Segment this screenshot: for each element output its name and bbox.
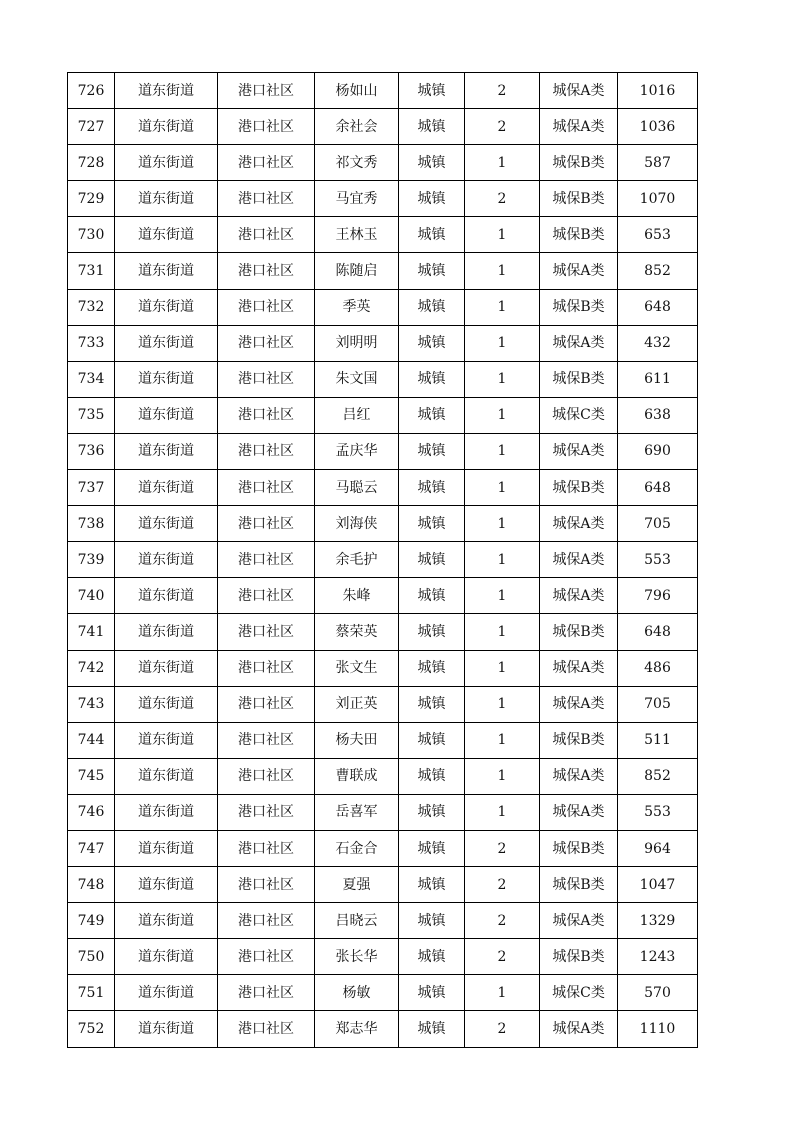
table-row (68, 939, 698, 975)
community-cell: 港口社区 (218, 614, 315, 650)
security-category-cell: 城保A类 (540, 758, 618, 794)
residence-type-cell: 城镇 (399, 542, 465, 578)
community-cell: 港口社区 (218, 686, 315, 722)
name-cell: 蔡荣英 (315, 614, 399, 650)
household-count-cell: 1 (465, 794, 540, 830)
residence-type-cell: 城镇 (399, 939, 465, 975)
street-cell: 道东街道 (115, 470, 218, 506)
residence-type-cell: 城镇 (399, 73, 465, 109)
security-category-cell: 城保B类 (540, 830, 618, 866)
household-count-cell: 1 (465, 361, 540, 397)
street-cell: 道东街道 (115, 397, 218, 433)
serial-number-cell: 726 (68, 73, 115, 109)
serial-number-cell: 728 (68, 145, 115, 181)
community-cell: 港口社区 (218, 181, 315, 217)
street-cell: 道东街道 (115, 361, 218, 397)
serial-number-cell: 727 (68, 109, 115, 145)
amount-cell: 705 (618, 506, 698, 542)
name-cell: 张长华 (315, 939, 399, 975)
table-row (68, 758, 698, 794)
street-cell: 道东街道 (115, 433, 218, 469)
amount-cell: 486 (618, 650, 698, 686)
residence-type-cell: 城镇 (399, 433, 465, 469)
street-cell: 道东街道 (115, 939, 218, 975)
street-cell: 道东街道 (115, 181, 218, 217)
community-cell: 港口社区 (218, 289, 315, 325)
household-count-cell: 1 (465, 578, 540, 614)
residence-type-cell: 城镇 (399, 181, 465, 217)
household-count-cell: 2 (465, 939, 540, 975)
household-count-cell: 1 (465, 975, 540, 1011)
name-cell: 刘明明 (315, 325, 399, 361)
serial-number-cell: 749 (68, 903, 115, 939)
community-cell: 港口社区 (218, 939, 315, 975)
serial-number-cell: 741 (68, 614, 115, 650)
community-cell: 港口社区 (218, 433, 315, 469)
household-count-cell: 2 (465, 903, 540, 939)
amount-cell: 1047 (618, 867, 698, 903)
residence-type-cell: 城镇 (399, 1011, 465, 1047)
household-count-cell: 1 (465, 470, 540, 506)
street-cell: 道东街道 (115, 73, 218, 109)
serial-number-cell: 735 (68, 397, 115, 433)
amount-cell: 690 (618, 433, 698, 469)
security-category-cell: 城保C类 (540, 397, 618, 433)
table-row (68, 830, 698, 866)
residence-type-cell: 城镇 (399, 325, 465, 361)
name-cell: 余毛护 (315, 542, 399, 578)
amount-cell: 638 (618, 397, 698, 433)
name-cell: 祁文秀 (315, 145, 399, 181)
amount-cell: 587 (618, 145, 698, 181)
security-category-cell: 城保A类 (540, 578, 618, 614)
security-category-cell: 城保A类 (540, 1011, 618, 1047)
street-cell: 道东街道 (115, 109, 218, 145)
security-category-cell: 城保A类 (540, 650, 618, 686)
amount-cell: 796 (618, 578, 698, 614)
table-row (68, 253, 698, 289)
street-cell: 道东街道 (115, 975, 218, 1011)
community-cell: 港口社区 (218, 361, 315, 397)
name-cell: 王林玉 (315, 217, 399, 253)
residence-type-cell: 城镇 (399, 397, 465, 433)
street-cell: 道东街道 (115, 325, 218, 361)
name-cell: 吕晓云 (315, 903, 399, 939)
street-cell: 道东街道 (115, 686, 218, 722)
security-category-cell: 城保B类 (540, 867, 618, 903)
residence-type-cell: 城镇 (399, 361, 465, 397)
serial-number-cell: 738 (68, 506, 115, 542)
security-category-cell: 城保A类 (540, 794, 618, 830)
household-count-cell: 2 (465, 73, 540, 109)
security-category-cell: 城保B类 (540, 181, 618, 217)
amount-cell: 553 (618, 794, 698, 830)
security-category-cell: 城保A类 (540, 325, 618, 361)
residence-type-cell: 城镇 (399, 867, 465, 903)
residence-type-cell: 城镇 (399, 470, 465, 506)
household-count-cell: 2 (465, 830, 540, 866)
serial-number-cell: 733 (68, 325, 115, 361)
table-row (68, 506, 698, 542)
security-category-cell: 城保A类 (540, 433, 618, 469)
amount-cell: 570 (618, 975, 698, 1011)
name-cell: 曹联成 (315, 758, 399, 794)
community-cell: 港口社区 (218, 578, 315, 614)
serial-number-cell: 732 (68, 289, 115, 325)
table-row (68, 794, 698, 830)
security-category-cell: 城保A类 (540, 73, 618, 109)
residence-type-cell: 城镇 (399, 794, 465, 830)
residence-type-cell: 城镇 (399, 830, 465, 866)
amount-cell: 648 (618, 614, 698, 650)
serial-number-cell: 736 (68, 433, 115, 469)
community-cell: 港口社区 (218, 325, 315, 361)
household-count-cell: 1 (465, 506, 540, 542)
name-cell: 杨敏 (315, 975, 399, 1011)
amount-cell: 1070 (618, 181, 698, 217)
security-category-cell: 城保B类 (540, 217, 618, 253)
security-category-cell: 城保B类 (540, 145, 618, 181)
street-cell: 道东街道 (115, 253, 218, 289)
table-row (68, 686, 698, 722)
amount-cell: 648 (618, 289, 698, 325)
table-row (68, 181, 698, 217)
name-cell: 马聪云 (315, 470, 399, 506)
residence-type-cell: 城镇 (399, 903, 465, 939)
residence-type-cell: 城镇 (399, 650, 465, 686)
community-cell: 港口社区 (218, 975, 315, 1011)
street-cell: 道东街道 (115, 614, 218, 650)
roster-table (67, 72, 698, 1048)
amount-cell: 553 (618, 542, 698, 578)
security-category-cell: 城保B类 (540, 614, 618, 650)
amount-cell: 611 (618, 361, 698, 397)
household-count-cell: 1 (465, 433, 540, 469)
street-cell: 道东街道 (115, 794, 218, 830)
community-cell: 港口社区 (218, 1011, 315, 1047)
serial-number-cell: 751 (68, 975, 115, 1011)
household-count-cell: 1 (465, 542, 540, 578)
residence-type-cell: 城镇 (399, 217, 465, 253)
name-cell: 吕红 (315, 397, 399, 433)
name-cell: 石金合 (315, 830, 399, 866)
serial-number-cell: 731 (68, 253, 115, 289)
name-cell: 孟庆华 (315, 433, 399, 469)
table-row (68, 289, 698, 325)
table-row (68, 217, 698, 253)
amount-cell: 653 (618, 217, 698, 253)
amount-cell: 648 (618, 470, 698, 506)
serial-number-cell: 739 (68, 542, 115, 578)
name-cell: 马宜秀 (315, 181, 399, 217)
household-count-cell: 1 (465, 325, 540, 361)
table-row (68, 722, 698, 758)
name-cell: 余社会 (315, 109, 399, 145)
amount-cell: 705 (618, 686, 698, 722)
security-category-cell: 城保A类 (540, 253, 618, 289)
table-row (68, 975, 698, 1011)
household-count-cell: 2 (465, 1011, 540, 1047)
name-cell: 刘海侠 (315, 506, 399, 542)
street-cell: 道东街道 (115, 650, 218, 686)
table-row (68, 397, 698, 433)
serial-number-cell: 747 (68, 830, 115, 866)
security-category-cell: 城保C类 (540, 975, 618, 1011)
security-category-cell: 城保B类 (540, 722, 618, 758)
street-cell: 道东街道 (115, 830, 218, 866)
security-category-cell: 城保A类 (540, 506, 618, 542)
security-category-cell: 城保A类 (540, 542, 618, 578)
serial-number-cell: 743 (68, 686, 115, 722)
table-row (68, 73, 698, 109)
serial-number-cell: 729 (68, 181, 115, 217)
residence-type-cell: 城镇 (399, 975, 465, 1011)
household-count-cell: 1 (465, 686, 540, 722)
street-cell: 道东街道 (115, 1011, 218, 1047)
name-cell: 岳喜军 (315, 794, 399, 830)
household-count-cell: 2 (465, 109, 540, 145)
street-cell: 道东街道 (115, 542, 218, 578)
community-cell: 港口社区 (218, 73, 315, 109)
table-row (68, 433, 698, 469)
household-count-cell: 1 (465, 145, 540, 181)
table-row (68, 867, 698, 903)
name-cell: 朱文国 (315, 361, 399, 397)
street-cell: 道东街道 (115, 903, 218, 939)
serial-number-cell: 746 (68, 794, 115, 830)
residence-type-cell: 城镇 (399, 722, 465, 758)
household-count-cell: 1 (465, 614, 540, 650)
street-cell: 道东街道 (115, 722, 218, 758)
serial-number-cell: 744 (68, 722, 115, 758)
residence-type-cell: 城镇 (399, 506, 465, 542)
security-category-cell: 城保A类 (540, 903, 618, 939)
table-row (68, 361, 698, 397)
community-cell: 港口社区 (218, 542, 315, 578)
community-cell: 港口社区 (218, 794, 315, 830)
table-row (68, 614, 698, 650)
household-count-cell: 1 (465, 758, 540, 794)
residence-type-cell: 城镇 (399, 686, 465, 722)
community-cell: 港口社区 (218, 830, 315, 866)
amount-cell: 432 (618, 325, 698, 361)
household-count-cell: 1 (465, 289, 540, 325)
serial-number-cell: 742 (68, 650, 115, 686)
residence-type-cell: 城镇 (399, 253, 465, 289)
name-cell: 刘正英 (315, 686, 399, 722)
serial-number-cell: 748 (68, 867, 115, 903)
table-row (68, 325, 698, 361)
community-cell: 港口社区 (218, 397, 315, 433)
name-cell: 张文生 (315, 650, 399, 686)
amount-cell: 964 (618, 830, 698, 866)
community-cell: 港口社区 (218, 903, 315, 939)
household-count-cell: 1 (465, 217, 540, 253)
serial-number-cell: 734 (68, 361, 115, 397)
residence-type-cell: 城镇 (399, 145, 465, 181)
table-row (68, 109, 698, 145)
residence-type-cell: 城镇 (399, 758, 465, 794)
serial-number-cell: 730 (68, 217, 115, 253)
household-count-cell: 1 (465, 650, 540, 686)
street-cell: 道东街道 (115, 758, 218, 794)
amount-cell: 511 (618, 722, 698, 758)
name-cell: 杨如山 (315, 73, 399, 109)
community-cell: 港口社区 (218, 867, 315, 903)
street-cell: 道东街道 (115, 217, 218, 253)
name-cell: 杨夫田 (315, 722, 399, 758)
residence-type-cell: 城镇 (399, 109, 465, 145)
street-cell: 道东街道 (115, 578, 218, 614)
security-category-cell: 城保B类 (540, 939, 618, 975)
amount-cell: 1016 (618, 73, 698, 109)
community-cell: 港口社区 (218, 470, 315, 506)
security-category-cell: 城保B类 (540, 470, 618, 506)
residence-type-cell: 城镇 (399, 614, 465, 650)
serial-number-cell: 752 (68, 1011, 115, 1047)
security-category-cell: 城保A类 (540, 686, 618, 722)
community-cell: 港口社区 (218, 506, 315, 542)
serial-number-cell: 740 (68, 578, 115, 614)
residence-type-cell: 城镇 (399, 289, 465, 325)
security-category-cell: 城保B类 (540, 361, 618, 397)
table-row (68, 145, 698, 181)
community-cell: 港口社区 (218, 253, 315, 289)
roster-table-body (68, 73, 698, 1048)
serial-number-cell: 750 (68, 939, 115, 975)
table-row (68, 470, 698, 506)
household-count-cell: 1 (465, 722, 540, 758)
amount-cell: 1110 (618, 1011, 698, 1047)
community-cell: 港口社区 (218, 722, 315, 758)
table-row (68, 578, 698, 614)
table-row (68, 903, 698, 939)
serial-number-cell: 737 (68, 470, 115, 506)
street-cell: 道东街道 (115, 145, 218, 181)
street-cell: 道东街道 (115, 506, 218, 542)
name-cell: 朱峰 (315, 578, 399, 614)
amount-cell: 1329 (618, 903, 698, 939)
amount-cell: 1243 (618, 939, 698, 975)
street-cell: 道东街道 (115, 289, 218, 325)
amount-cell: 852 (618, 253, 698, 289)
community-cell: 港口社区 (218, 109, 315, 145)
table-row (68, 650, 698, 686)
name-cell: 陈随启 (315, 253, 399, 289)
community-cell: 港口社区 (218, 650, 315, 686)
community-cell: 港口社区 (218, 217, 315, 253)
table-row (68, 542, 698, 578)
community-cell: 港口社区 (218, 758, 315, 794)
community-cell: 港口社区 (218, 145, 315, 181)
household-count-cell: 2 (465, 867, 540, 903)
household-count-cell: 2 (465, 181, 540, 217)
name-cell: 季英 (315, 289, 399, 325)
residence-type-cell: 城镇 (399, 578, 465, 614)
amount-cell: 852 (618, 758, 698, 794)
household-count-cell: 1 (465, 397, 540, 433)
street-cell: 道东街道 (115, 867, 218, 903)
household-count-cell: 1 (465, 253, 540, 289)
amount-cell: 1036 (618, 109, 698, 145)
security-category-cell: 城保B类 (540, 289, 618, 325)
name-cell: 郑志华 (315, 1011, 399, 1047)
serial-number-cell: 745 (68, 758, 115, 794)
name-cell: 夏强 (315, 867, 399, 903)
table-row (68, 1011, 698, 1047)
security-category-cell: 城保A类 (540, 109, 618, 145)
